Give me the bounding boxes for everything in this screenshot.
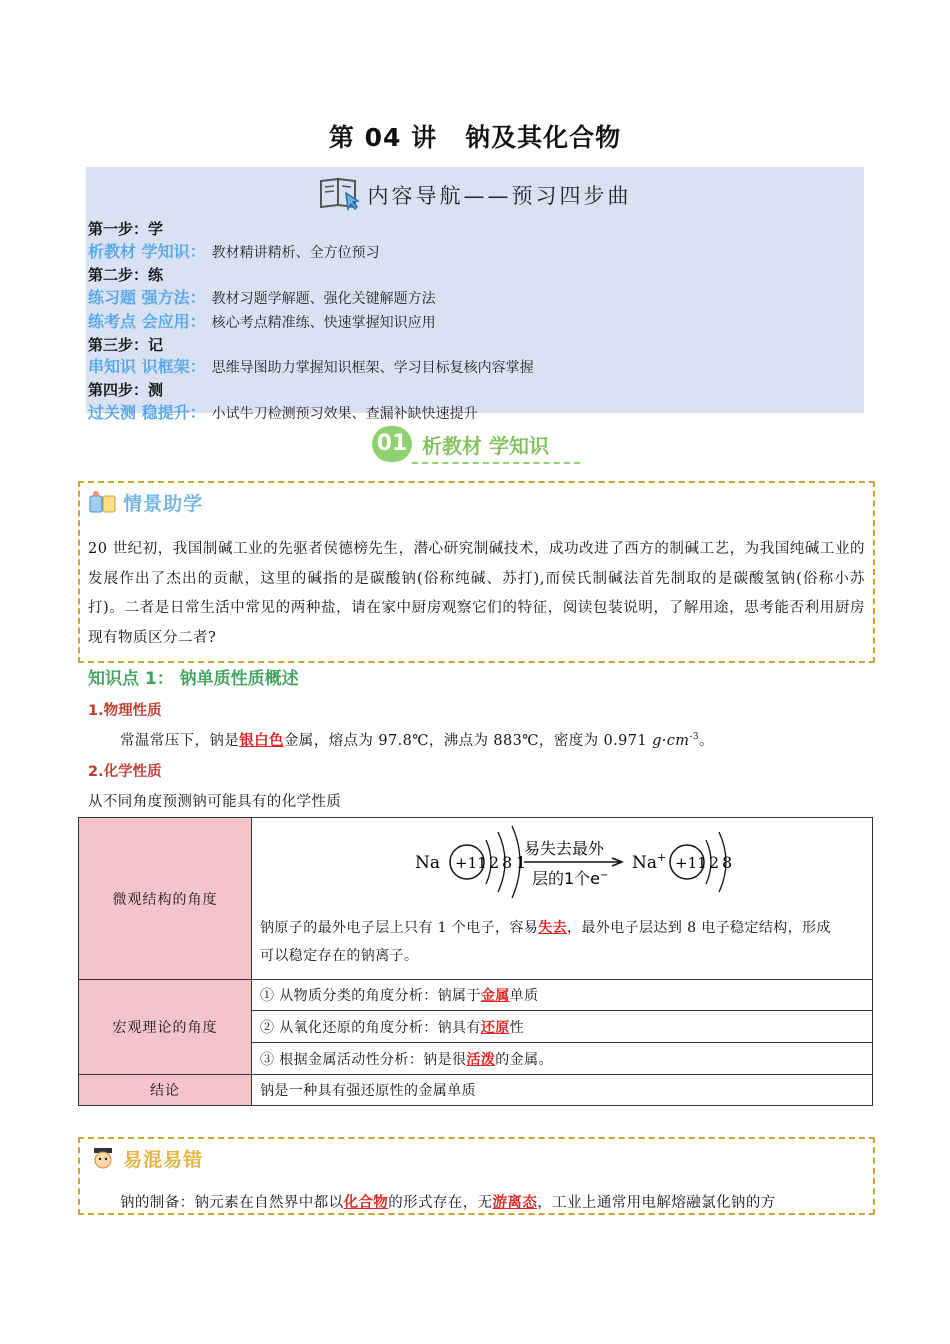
content-navigation (86, 167, 864, 423)
lecture-topic: 钠及其化合物 (465, 123, 622, 152)
macro-row-2: ② 从氧化还原的角度分析：钠具有还原性 (252, 1011, 873, 1043)
nav-step: 第四步：测 (88, 381, 164, 400)
answer-compound: 化合物 (343, 1195, 389, 1211)
mistakes-badge (88, 1145, 203, 1179)
nav-header (86, 175, 864, 215)
micro-label: 微观结构的角度 (79, 818, 252, 980)
nav-item-tag: 练习题 强方法： (88, 287, 206, 307)
nav-item-tag: 练考点 会应用： (88, 311, 206, 331)
nav-step: 第一步：学 (88, 220, 164, 238)
conclusion-text: 钠是一种具有强还原性的金属单质 (252, 1075, 873, 1106)
answer-metal: 金属 (480, 988, 510, 1004)
nav-item (88, 287, 534, 311)
nav-item-desc: 小试牛刀检测预习效果、查漏补缺快速提升 (211, 406, 478, 423)
mistakes-text: 钠的制备：钠元素在自然界中都以化合物的形式存在，无游离态，工业上通常用电解熔融氯化钠的方 (120, 1195, 776, 1211)
nav-item-tag: 串知识 识框架： (88, 357, 206, 377)
scenario-badge (88, 489, 203, 523)
common-mistakes-box (78, 1137, 875, 1215)
conclusion-label: 结论 (79, 1075, 252, 1106)
physical-properties-heading: 1.物理性质 (88, 703, 162, 719)
nav-step: 第三步：记 (88, 335, 164, 354)
mistakes-badge-text: 易混易错 (123, 1149, 204, 1171)
physical-properties-text: 常温常压下，钠是银白色金属，熔点为 97.8℃，沸点为 883℃，密度为 0.971 $g\cdot cm^{-3}$。 (120, 732, 714, 749)
answer-lose: 失去 (538, 920, 568, 936)
chemical-properties-heading: 2.化学性质 (88, 764, 162, 780)
nav-item-desc: 教材精讲精析、全方位预习 (211, 244, 380, 261)
section-underline (412, 462, 580, 464)
nav-item-desc: 核心考点精准练、快速掌握知识应用 (211, 314, 436, 331)
book-icon (318, 175, 362, 215)
macro-row-1: ① 从物质分类的角度分析：钠属于金属单质 (252, 980, 873, 1011)
answer-free-state: 游离态 (492, 1195, 538, 1211)
chemical-properties-intro: 从不同角度预测钠可能具有的化学性质 (88, 794, 342, 810)
micro-cell (252, 818, 873, 980)
section-header (372, 424, 582, 466)
property-table (78, 817, 873, 1106)
table-row (79, 1075, 873, 1106)
macro-label: 宏观理论的角度 (79, 980, 252, 1075)
nav-item-desc: 教材习题学解题、强化关键解题方法 (211, 290, 436, 307)
density-unit: g·cm (652, 733, 690, 749)
diagram-na: Na (415, 853, 441, 873)
diagram-ion: Na+ (632, 851, 667, 873)
answer-reducing: 还原 (480, 1019, 510, 1036)
nav-item-tag: 析教材 学知识： (88, 241, 206, 261)
lecture-number: 第 04 讲 (328, 123, 438, 152)
answer-silver-white: 银白色 (239, 733, 284, 749)
scenario-badge-text: 情景助学 (123, 493, 204, 515)
scenario-text: 20 世纪初，我国制碱工业的先驱者侯德榜先生，潜心研究制碱技术，成功改进了西方的制碱工艺，为我国纯碱工业的发展作出了杰出的贡献，这里的碱指的是碳酸钠(俗称纯碱、苏打),而侯氏制碱法首先制取的是碳酸氢钠(俗称小苏打)。二者是日常生活中常见的两种盐，请在家中厨房观察它们的特征，阅读包装说明，了解用途，思考能否利用厨房现有物质区分二者? (88, 541, 865, 646)
student-icon (88, 1146, 118, 1172)
table-row (79, 818, 873, 980)
nucleus-charge-before: +11 (455, 854, 487, 872)
arrow-text-top: 易失去最外 (524, 839, 605, 858)
section-number: 01 (372, 426, 412, 462)
shell-4: 2 (709, 853, 720, 872)
shell-2: 8 (502, 853, 513, 872)
scenario-box (78, 481, 875, 663)
scenario-icon (88, 490, 118, 516)
electron-diagram (260, 818, 864, 914)
arrow-text-bottom: 层的1个e− (532, 869, 609, 888)
nav-item-desc: 思维导图助力掌握知识框架、学习目标复核内容掌握 (211, 360, 534, 377)
nav-item (88, 241, 534, 265)
shell-1: 2 (489, 853, 500, 872)
nav-item (88, 311, 534, 335)
macro-row-3: ③ 根据金属活动性分析：钠是很活泼的金属。 (252, 1043, 873, 1075)
nucleus-charge-after: +11 (675, 854, 707, 872)
nav-step: 第二步：练 (88, 265, 164, 284)
nav-steps-list (88, 219, 534, 426)
nav-heading: 内容导航——预习四步曲 (367, 184, 632, 208)
section-label: 析教材 学知识 (422, 434, 549, 458)
shell-3: 1 (516, 853, 527, 872)
table-row (79, 980, 873, 1011)
page-title (0, 118, 950, 154)
nav-item (88, 356, 534, 380)
knowledge-point-title: 知识点 1： 钠单质性质概述 (88, 669, 299, 689)
nav-item (88, 402, 534, 426)
answer-active: 活泼 (466, 1051, 496, 1068)
micro-explanation: 钠原子的最外电子层上只有 1 个电子，容易失去，最外电子层达到 8 电子稳定结构，形成可以稳定存在的钠离子。 (260, 920, 831, 964)
shell-5: 8 (722, 853, 733, 872)
nav-item-tag: 过关测 稳提升： (88, 403, 206, 423)
